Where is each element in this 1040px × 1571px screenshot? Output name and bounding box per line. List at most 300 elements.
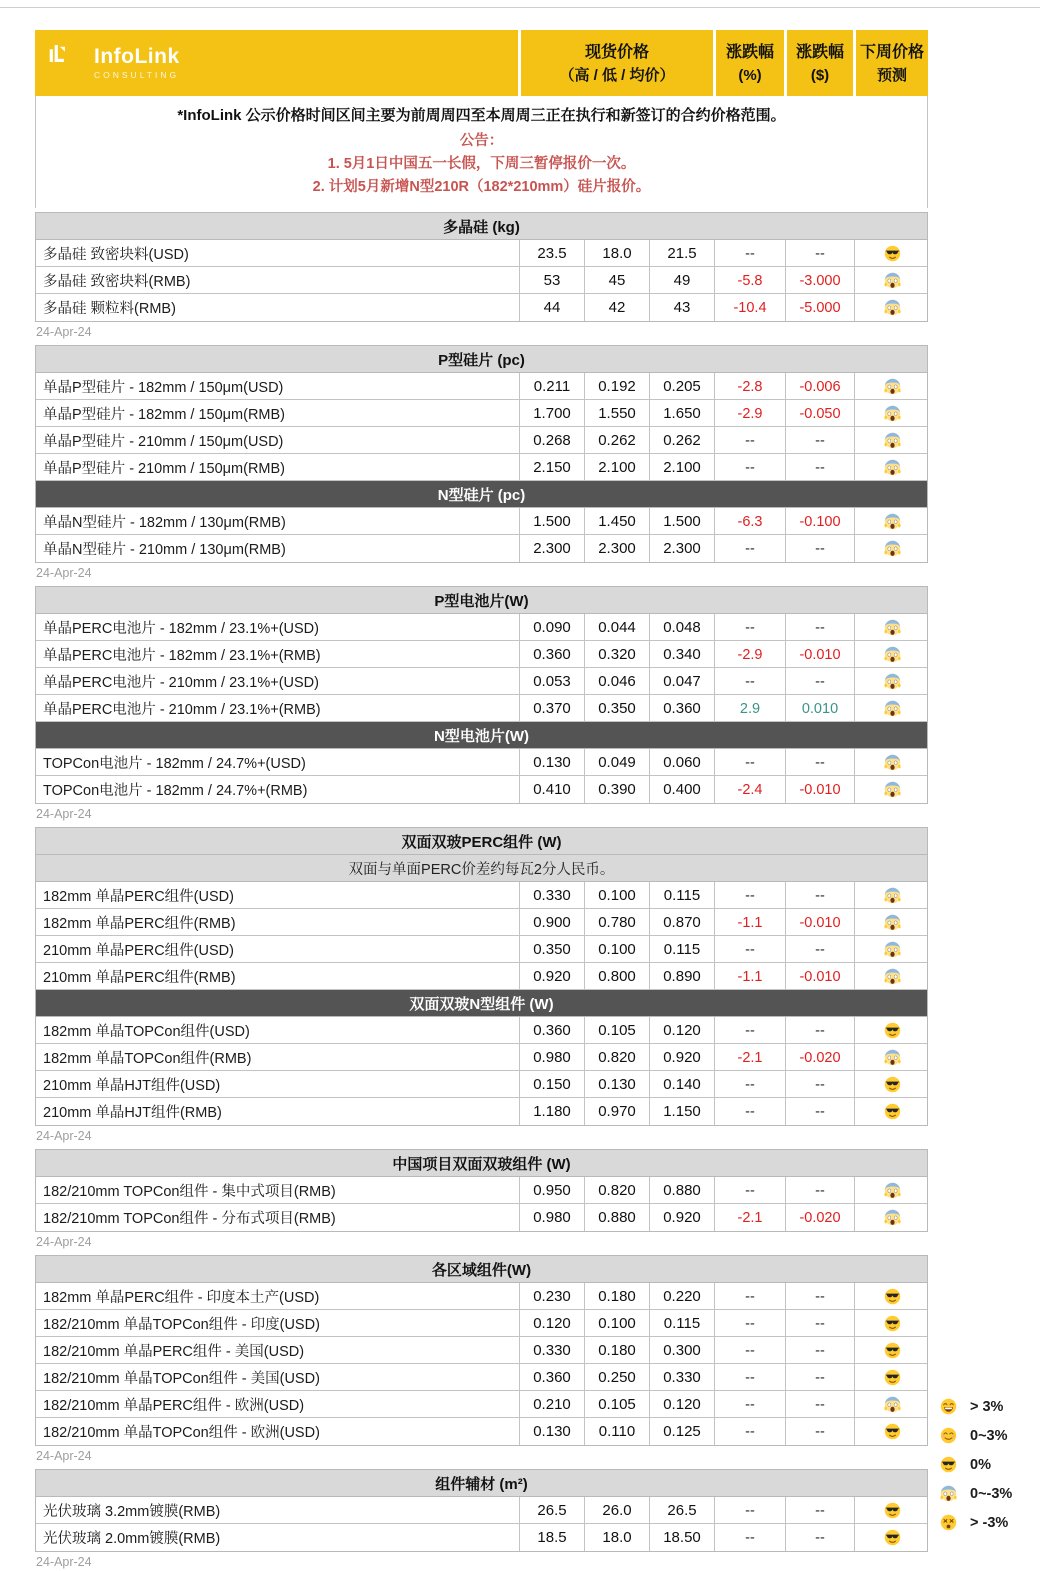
price-blocks: [35, 212, 928, 1571]
low-price-cell: 0.780: [584, 909, 649, 936]
notice-area: [35, 96, 928, 208]
high-price-cell: 0.980: [519, 1044, 584, 1071]
forecast-cell: [854, 668, 929, 695]
forecast-cell: [854, 400, 929, 427]
section-header: [36, 722, 927, 749]
scream-emoji-icon: [884, 968, 901, 985]
brand-tagline: CONSULTING: [94, 70, 180, 81]
low-price-cell: 0.130: [584, 1071, 649, 1098]
change-usd-cell: --: [785, 1418, 854, 1445]
price-table: [35, 1255, 928, 1446]
forecast-cell: [854, 373, 929, 400]
avg-price-cell: 2.100: [649, 454, 714, 481]
forecast-cell: [854, 1204, 929, 1231]
scream-emoji-icon: [884, 781, 901, 798]
forecast-cell: [854, 454, 929, 481]
avg-price-cell: 0.115: [649, 882, 714, 909]
high-price-cell: 0.330: [519, 882, 584, 909]
change-pct-cell: --: [714, 1497, 785, 1524]
change-usd-cell: --: [785, 1283, 854, 1310]
change-pct-cell: -2.9: [714, 400, 785, 427]
change-usd-subtitle: ($): [810, 67, 830, 85]
legend-item: [933, 1479, 1037, 1508]
low-price-cell: 18.0: [584, 1524, 649, 1551]
avg-price-cell: 0.120: [649, 1017, 714, 1044]
change-pct-cell: --: [714, 1017, 785, 1044]
change-usd-cell: -0.006: [785, 373, 854, 400]
cool-emoji-icon: [884, 1369, 901, 1386]
change-pct-cell: --: [714, 1283, 785, 1310]
scream-emoji-icon: [884, 272, 901, 289]
price-row: [36, 267, 927, 294]
row-label: 182mm 单晶PERC组件 - 印度本土产(USD): [43, 1290, 320, 1306]
cool-emoji-icon: [884, 1315, 901, 1332]
scream-emoji-icon: [884, 405, 901, 422]
scream-emoji-icon: [884, 754, 901, 771]
cool-emoji-icon: [884, 1103, 901, 1120]
change-pct-cell: --: [714, 749, 785, 776]
forecast-cell: [854, 1310, 929, 1337]
high-price-cell: 0.920: [519, 963, 584, 990]
change-usd-cell: --: [785, 1017, 854, 1044]
forecast-cell: [854, 1017, 929, 1044]
change-pct-cell: -1.1: [714, 963, 785, 990]
scream-emoji-icon: [884, 540, 901, 557]
high-price-cell: 0.980: [519, 1204, 584, 1231]
avg-price-cell: 18.50: [649, 1524, 714, 1551]
price-row: [36, 1071, 927, 1098]
change-pct-cell: -6.3: [714, 508, 785, 535]
change-usd-cell: --: [785, 1391, 854, 1418]
high-price-cell: 0.360: [519, 641, 584, 668]
low-price-cell: 0.820: [584, 1044, 649, 1071]
smile-emoji-icon: [940, 1427, 957, 1444]
change-pct-cell: --: [714, 1071, 785, 1098]
price-row: [36, 614, 927, 641]
change-usd-cell: --: [785, 1497, 854, 1524]
change-usd-cell: --: [785, 1524, 854, 1551]
price-row: [36, 373, 927, 400]
legend-item: [933, 1392, 1037, 1421]
scream-emoji-icon: [884, 459, 901, 476]
change-pct-cell: -2.4: [714, 776, 785, 803]
row-label: 单晶PERC电池片 - 210mm / 23.1%+(USD): [43, 675, 319, 691]
low-price-cell: 0.800: [584, 963, 649, 990]
forecast-cell: [854, 1283, 929, 1310]
section-title: P型电池片(W): [434, 592, 529, 610]
section-title: N型电池片(W): [434, 727, 529, 745]
legend-label: 0~3%: [970, 1427, 1008, 1444]
scream-emoji-icon: [940, 1485, 957, 1502]
row-label: 单晶P型硅片 - 182mm / 150μm(USD): [43, 380, 284, 396]
change-usd-cell: --: [785, 668, 854, 695]
page-top-divider: [0, 7, 1040, 8]
avg-price-cell: 0.920: [649, 1044, 714, 1071]
change-pct-cell: --: [714, 535, 785, 562]
section-header: [36, 828, 927, 855]
high-price-cell: 26.5: [519, 1497, 584, 1524]
price-row: [36, 1337, 927, 1364]
change-pct-cell: --: [714, 1310, 785, 1337]
change-pct-cell: --: [714, 614, 785, 641]
date-label: 24-Apr-24: [36, 566, 92, 580]
scream-emoji-icon: [884, 513, 901, 530]
change-pct-cell: --: [714, 1418, 785, 1445]
low-price-cell: 0.105: [584, 1391, 649, 1418]
price-row: [36, 936, 927, 963]
forecast-title: 下周价格: [859, 43, 924, 61]
high-price-cell: 0.900: [519, 909, 584, 936]
date-label: 24-Apr-24: [36, 325, 92, 339]
date-label: 24-Apr-24: [36, 1235, 92, 1249]
forecast-cell: [854, 695, 929, 722]
change-usd-cell: --: [785, 454, 854, 481]
low-price-cell: 0.180: [584, 1283, 649, 1310]
change-pct-cell: --: [714, 240, 785, 267]
forecast-legend: [933, 1392, 1037, 1537]
section-header: [36, 1256, 927, 1283]
change-pct-cell: -2.8: [714, 373, 785, 400]
avg-price-cell: 1.650: [649, 400, 714, 427]
change-usd-cell: -0.050: [785, 400, 854, 427]
low-price-cell: 45: [584, 267, 649, 294]
row-label: 182mm 单晶TOPCon组件(USD): [43, 1024, 250, 1040]
high-price-cell: 0.950: [519, 1177, 584, 1204]
cool-emoji-icon: [884, 1342, 901, 1359]
price-table: [35, 1149, 928, 1232]
low-price-cell: 2.100: [584, 454, 649, 481]
scream-emoji-icon: [884, 914, 901, 931]
price-row: [36, 240, 927, 267]
change-usd-cell: -0.020: [785, 1204, 854, 1231]
section-title: 中国项目双面双玻组件 (W): [392, 1155, 571, 1173]
low-price-cell: 0.350: [584, 695, 649, 722]
price-row: [36, 1391, 927, 1418]
row-label: 182/210mm 单晶TOPCon组件 - 欧洲(USD): [43, 1425, 320, 1441]
announcement-1: 1. 5月1日中国五一长假，下周三暂停报价一次。: [327, 156, 636, 172]
column-header-change-pct: [713, 30, 784, 96]
price-row: [36, 668, 927, 695]
forecast-cell: [854, 1098, 929, 1125]
forecast-cell: [854, 641, 929, 668]
section-header: [36, 481, 927, 508]
change-pct-cell: --: [714, 882, 785, 909]
high-price-cell: 0.130: [519, 749, 584, 776]
change-pct-cell: -1.1: [714, 909, 785, 936]
scream-emoji-icon: [884, 619, 901, 636]
change-usd-cell: -0.010: [785, 909, 854, 936]
high-price-cell: 1.500: [519, 508, 584, 535]
high-price-cell: 2.150: [519, 454, 584, 481]
cool-emoji-icon: [884, 1423, 901, 1440]
row-label: 单晶P型硅片 - 182mm / 150μm(RMB): [43, 407, 285, 423]
price-row: [36, 1098, 927, 1125]
low-price-cell: 0.180: [584, 1337, 649, 1364]
price-row: [36, 1017, 927, 1044]
date-label: 24-Apr-24: [36, 1449, 92, 1463]
legend-item: [933, 1421, 1037, 1450]
legend-label: > -3%: [970, 1514, 1009, 1531]
avg-price-cell: 0.205: [649, 373, 714, 400]
avg-price-cell: 1.500: [649, 508, 714, 535]
low-price-cell: 0.320: [584, 641, 649, 668]
row-label: 182mm 单晶PERC组件(RMB): [43, 916, 236, 932]
announcement-2: 2. 计划5月新增N型210R（182*210mm）硅片报价。: [312, 179, 651, 195]
change-usd-cell: --: [785, 1337, 854, 1364]
low-price-cell: 0.044: [584, 614, 649, 641]
scream-emoji-icon: [884, 1049, 901, 1066]
row-label: 210mm 单晶HJT组件(USD): [43, 1078, 221, 1094]
low-price-cell: 0.100: [584, 1310, 649, 1337]
forecast-cell: [854, 909, 929, 936]
row-label: 单晶P型硅片 - 210mm / 150μm(USD): [43, 434, 284, 450]
change-usd-cell: -3.000: [785, 267, 854, 294]
cool-emoji-icon: [884, 1502, 901, 1519]
change-usd-cell: -0.010: [785, 963, 854, 990]
section-title: 组件辅材 (m²): [435, 1475, 528, 1493]
date-label: 24-Apr-24: [36, 1555, 92, 1569]
avg-price-cell: 1.150: [649, 1098, 714, 1125]
change-usd-cell: --: [785, 1071, 854, 1098]
high-price-cell: 0.268: [519, 427, 584, 454]
forecast-cell: [854, 508, 929, 535]
change-pct-cell: -2.9: [714, 641, 785, 668]
change-usd-cell: 0.010: [785, 695, 854, 722]
row-label: 210mm 单晶HJT组件(RMB): [43, 1105, 222, 1121]
high-price-cell: 23.5: [519, 240, 584, 267]
avg-price-cell: 0.920: [649, 1204, 714, 1231]
change-pct-subtitle: (%): [738, 67, 762, 85]
change-usd-cell: --: [785, 240, 854, 267]
forecast-cell: [854, 535, 929, 562]
price-period-note: *InfoLink 公示价格时间区间主要为前周周四至本周周三正在执行和新签订的合约价格范围。: [177, 107, 786, 124]
change-usd-cell: --: [785, 427, 854, 454]
avg-price-cell: 0.330: [649, 1364, 714, 1391]
forecast-cell: [854, 1497, 929, 1524]
forecast-cell: [854, 936, 929, 963]
low-price-cell: 0.046: [584, 668, 649, 695]
change-usd-cell: --: [785, 1177, 854, 1204]
high-price-cell: 1.180: [519, 1098, 584, 1125]
low-price-cell: 0.820: [584, 1177, 649, 1204]
price-row: [36, 294, 927, 321]
low-price-cell: 2.300: [584, 535, 649, 562]
section-title: P型硅片 (pc): [438, 351, 525, 369]
avg-price-cell: 0.400: [649, 776, 714, 803]
low-price-cell: 0.049: [584, 749, 649, 776]
legend-item: [933, 1508, 1037, 1537]
row-label: 光伏玻璃 3.2mm镀膜(RMB): [43, 1504, 221, 1520]
low-price-cell: 26.0: [584, 1497, 649, 1524]
avg-price-cell: 0.115: [649, 1310, 714, 1337]
low-price-cell: 0.100: [584, 936, 649, 963]
price-row: [36, 641, 927, 668]
price-table: [35, 1469, 928, 1552]
row-label: 单晶N型硅片 - 210mm / 130μm(RMB): [43, 542, 286, 558]
column-header-spot-price: [518, 30, 713, 96]
low-price-cell: 0.192: [584, 373, 649, 400]
change-pct-cell: --: [714, 936, 785, 963]
scream-emoji-icon: [884, 299, 901, 316]
avg-price-cell: 0.060: [649, 749, 714, 776]
forecast-cell: [854, 267, 929, 294]
row-label: 多晶硅 颗粒料(RMB): [43, 301, 176, 317]
change-pct-cell: --: [714, 1177, 785, 1204]
section-title: 各区域组件(W): [431, 1261, 532, 1279]
forecast-subtitle: 预测: [876, 67, 907, 85]
row-label: 210mm 单晶PERC组件(USD): [43, 943, 234, 959]
scream-emoji-icon: [884, 700, 901, 717]
change-usd-cell: --: [785, 936, 854, 963]
change-pct-cell: --: [714, 1098, 785, 1125]
date-label: 24-Apr-24: [36, 1129, 92, 1143]
avg-price-cell: 0.115: [649, 936, 714, 963]
high-price-cell: 0.130: [519, 1418, 584, 1445]
change-usd-cell: -0.010: [785, 641, 854, 668]
forecast-cell: [854, 614, 929, 641]
low-price-cell: 0.880: [584, 1204, 649, 1231]
scream-emoji-icon: [884, 646, 901, 663]
high-price-cell: 0.210: [519, 1391, 584, 1418]
price-row: [36, 1044, 927, 1071]
change-pct-cell: 2.9: [714, 695, 785, 722]
avg-price-cell: 43: [649, 294, 714, 321]
change-usd-cell: -0.020: [785, 1044, 854, 1071]
price-row: [36, 909, 927, 936]
change-pct-cell: -10.4: [714, 294, 785, 321]
change-pct-cell: --: [714, 427, 785, 454]
avg-price-cell: 0.262: [649, 427, 714, 454]
scream-emoji-icon: [884, 673, 901, 690]
section-title: 多晶硅 (kg): [443, 218, 520, 236]
high-price-cell: 1.700: [519, 400, 584, 427]
cool-emoji-icon: [884, 1076, 901, 1093]
forecast-cell: [854, 1337, 929, 1364]
row-label: 多晶硅 致密块料(RMB): [43, 274, 191, 290]
change-pct-cell: -5.8: [714, 267, 785, 294]
infolink-logo-icon: [49, 45, 83, 82]
avg-price-cell: 0.047: [649, 668, 714, 695]
low-price-cell: 42: [584, 294, 649, 321]
change-usd-cell: --: [785, 614, 854, 641]
forecast-cell: [854, 1364, 929, 1391]
avg-price-cell: 0.300: [649, 1337, 714, 1364]
forecast-cell: [854, 1418, 929, 1445]
change-usd-cell: -5.000: [785, 294, 854, 321]
change-usd-cell: --: [785, 1310, 854, 1337]
price-row: [36, 1204, 927, 1231]
price-row: [36, 454, 927, 481]
row-label: 182/210mm 单晶TOPCon组件 - 美国(USD): [43, 1371, 320, 1387]
change-usd-cell: -0.100: [785, 508, 854, 535]
price-row: [36, 749, 927, 776]
row-label: 182/210mm TOPCon组件 - 分布式项目(RMB): [43, 1211, 336, 1227]
legend-item: [933, 1450, 1037, 1479]
low-price-cell: 0.390: [584, 776, 649, 803]
price-row: [36, 1497, 927, 1524]
column-header-forecast: [853, 30, 928, 96]
price-bulletin: [35, 30, 928, 1571]
forecast-cell: [854, 294, 929, 321]
cool-emoji-icon: [884, 1288, 901, 1305]
section-title: 双面双玻PERC组件 (W): [401, 833, 562, 851]
avg-price-cell: 2.300: [649, 535, 714, 562]
row-label: 182mm 单晶PERC组件(USD): [43, 889, 234, 905]
avg-price-cell: 49: [649, 267, 714, 294]
avg-price-cell: 0.125: [649, 1418, 714, 1445]
change-usd-cell: --: [785, 749, 854, 776]
forecast-cell: [854, 963, 929, 990]
avg-price-cell: 0.048: [649, 614, 714, 641]
price-row: [36, 1524, 927, 1551]
price-row: [36, 963, 927, 990]
high-price-cell: 53: [519, 267, 584, 294]
spot-price-title: 现货价格: [584, 43, 649, 61]
brand: [35, 30, 518, 96]
change-usd-title: 涨跌幅: [795, 43, 844, 61]
low-price-cell: 0.110: [584, 1418, 649, 1445]
forecast-cell: [854, 776, 929, 803]
forecast-cell: [854, 1071, 929, 1098]
low-price-cell: 0.100: [584, 882, 649, 909]
avg-price-cell: 0.870: [649, 909, 714, 936]
forecast-cell: [854, 1524, 929, 1551]
price-row: [36, 1283, 927, 1310]
change-usd-cell: --: [785, 882, 854, 909]
scream-emoji-icon: [884, 378, 901, 395]
high-price-cell: 0.090: [519, 614, 584, 641]
spot-price-subtitle: （高 / 低 / 均价）: [559, 67, 675, 85]
change-usd-cell: --: [785, 1098, 854, 1125]
section-header: [36, 990, 927, 1017]
row-label: 多晶硅 致密块料(USD): [43, 247, 189, 263]
forecast-cell: [854, 1177, 929, 1204]
brand-name: InfoLink: [94, 45, 180, 69]
high-price-cell: 0.410: [519, 776, 584, 803]
price-row: [36, 427, 927, 454]
avg-price-cell: 0.340: [649, 641, 714, 668]
legend-label: > 3%: [970, 1398, 1004, 1415]
forecast-cell: [854, 427, 929, 454]
dizzy-emoji-icon: [940, 1514, 957, 1531]
price-row: [36, 508, 927, 535]
high-price-cell: 0.360: [519, 1017, 584, 1044]
scream-emoji-icon: [884, 1396, 901, 1413]
low-price-cell: 1.550: [584, 400, 649, 427]
scream-emoji-icon: [884, 941, 901, 958]
section-subtitle: [36, 855, 927, 882]
scream-emoji-icon: [884, 1182, 901, 1199]
row-label: 182/210mm 单晶PERC组件 - 欧洲(USD): [43, 1398, 305, 1414]
change-pct-cell: --: [714, 1391, 785, 1418]
change-usd-cell: --: [785, 1364, 854, 1391]
change-usd-cell: --: [785, 535, 854, 562]
grin-emoji-icon: [940, 1398, 957, 1415]
scream-emoji-icon: [884, 887, 901, 904]
change-pct-cell: --: [714, 1337, 785, 1364]
price-row: [36, 400, 927, 427]
avg-price-cell: 21.5: [649, 240, 714, 267]
row-label: 光伏玻璃 2.0mm镀膜(RMB): [43, 1531, 221, 1547]
price-table: [35, 212, 928, 322]
row-label: 单晶P型硅片 - 210mm / 150μm(RMB): [43, 461, 285, 477]
high-price-cell: 0.330: [519, 1337, 584, 1364]
low-price-cell: 0.262: [584, 427, 649, 454]
row-label: 单晶PERC电池片 - 210mm / 23.1%+(RMB): [43, 702, 321, 718]
high-price-cell: 44: [519, 294, 584, 321]
high-price-cell: 0.211: [519, 373, 584, 400]
change-usd-cell: -0.010: [785, 776, 854, 803]
